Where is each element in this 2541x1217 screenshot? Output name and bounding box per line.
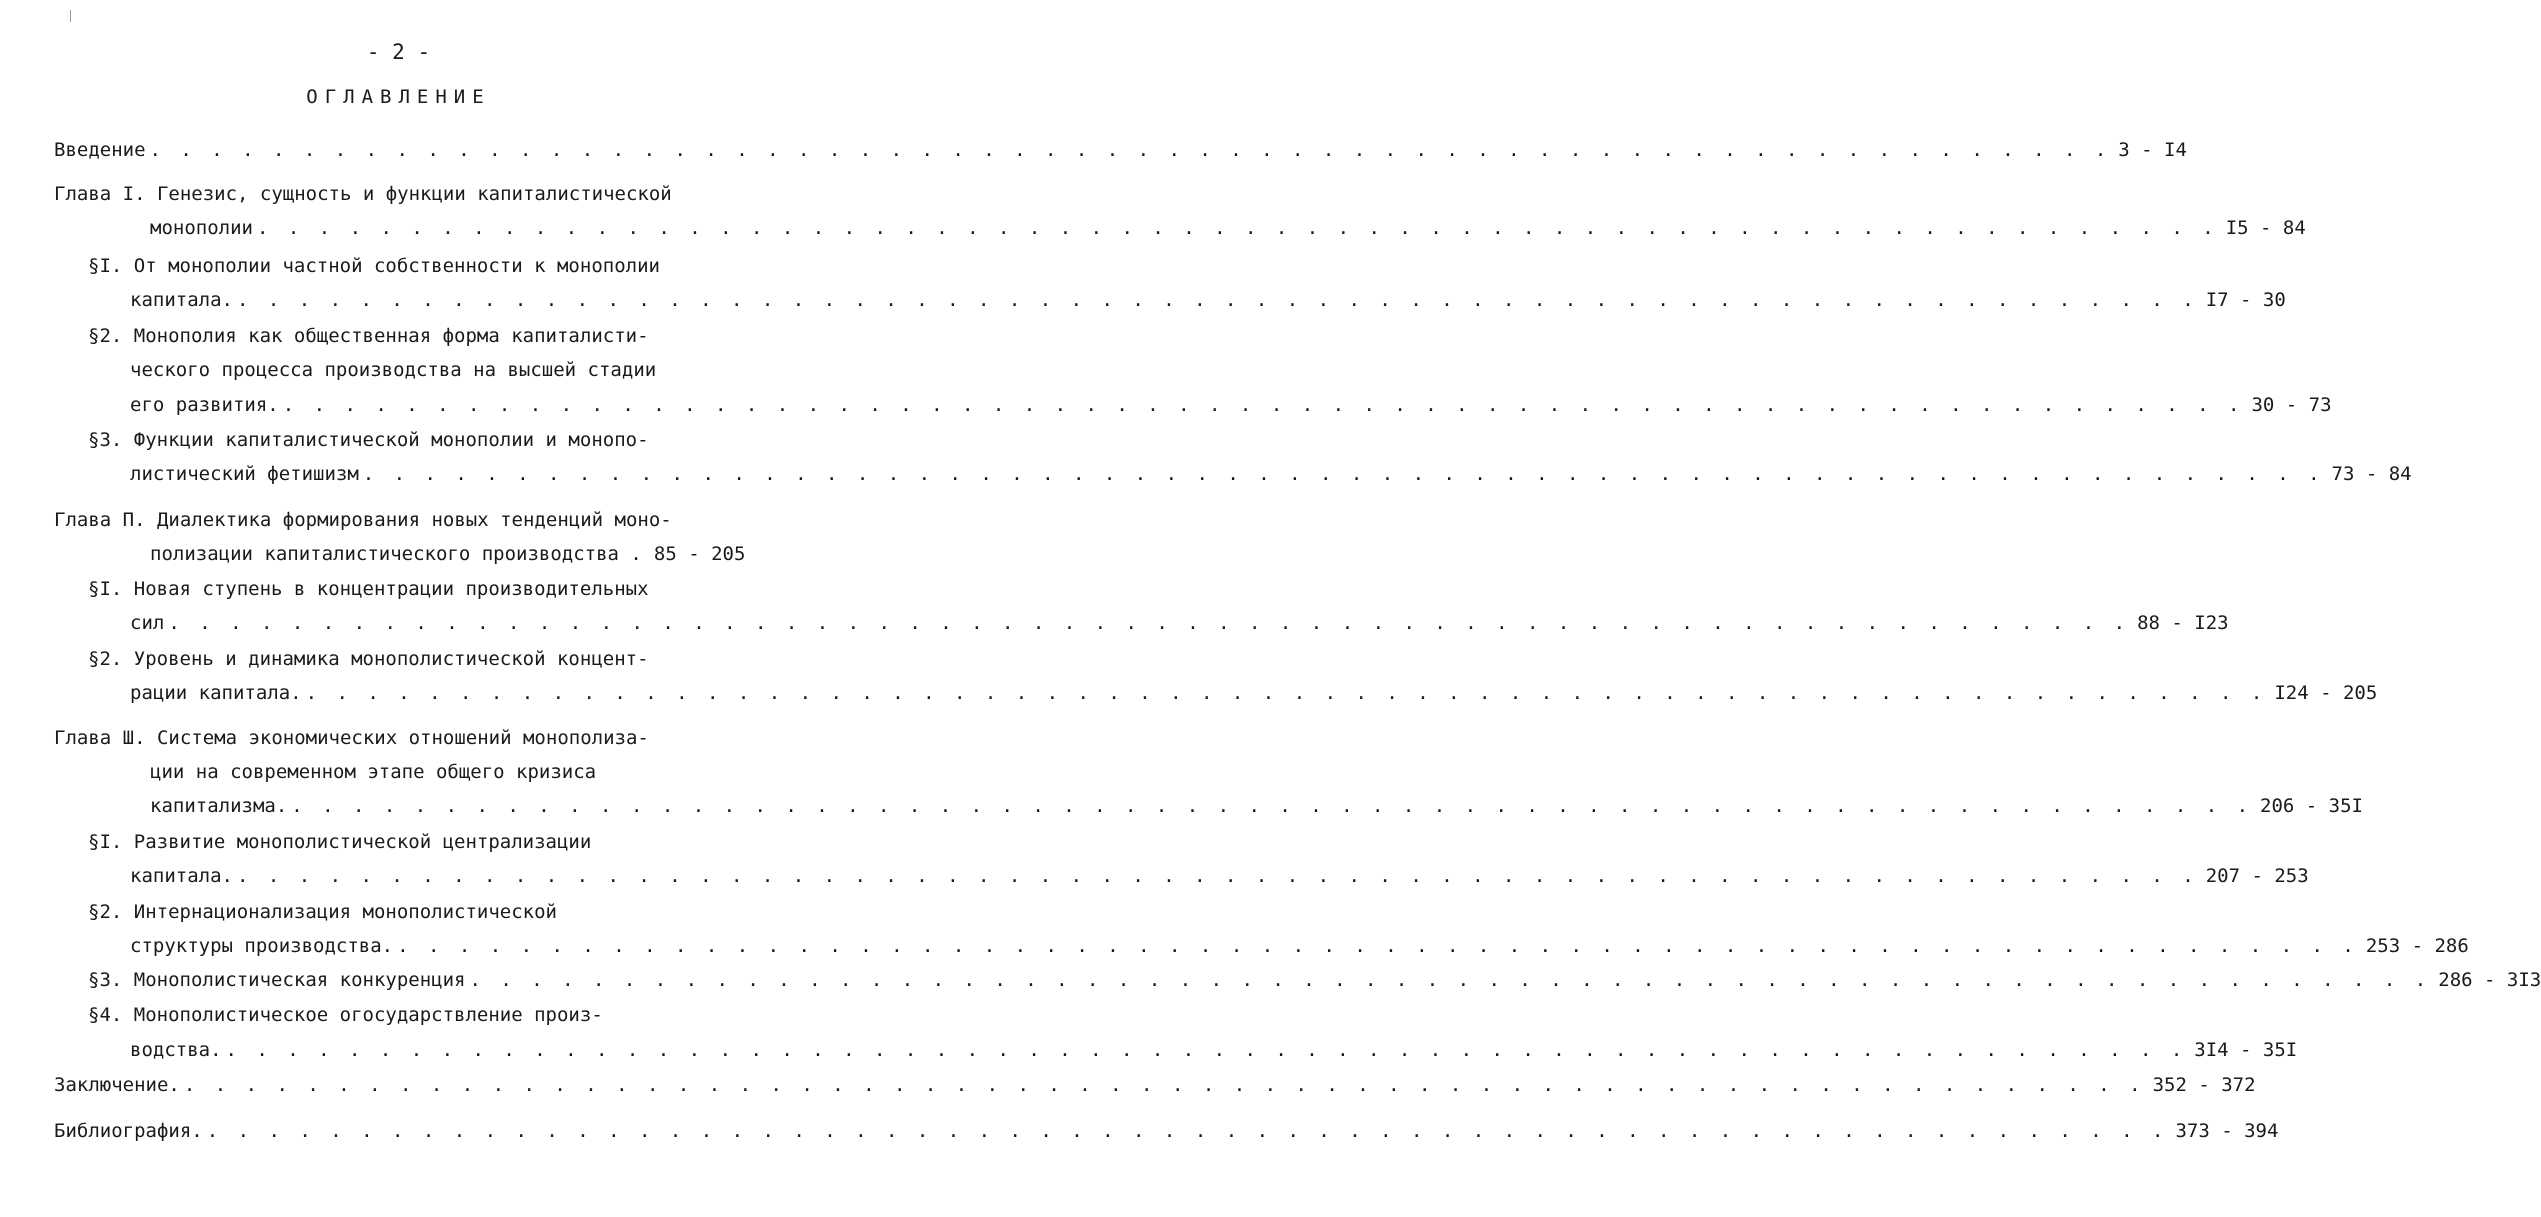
page-range: 253 - 286 xyxy=(2365,935,2469,957)
dot-leader: . . . . . . . . . . . . . . . . . . . . . . . . . . . . . . . . . . . . . . . . . . . . . . . . . . . . . . . . . . . . . . . . xyxy=(168,612,2130,634)
toc-entry-chapter-3 xyxy=(150,792,2363,820)
document-title: ОГЛАВЛЕНИЕ xyxy=(306,86,491,108)
dot-leader: . . . . . . . . . . . . . . . . . . . . . . . . . . . . . . . . . . . . . . . . . . . . . . . . . . . . . . . . . . . . . . . . xyxy=(149,139,2111,161)
page-range: 88 - I23 xyxy=(2137,612,2229,634)
section-3-1-title-line-1: §I. Развитие монополистической централизации xyxy=(88,831,592,853)
dot-leader: . . . . . . . . . . . . . . . . . . . . . . . . . . . . . . . . . . . . . . . . . . . . . . . . . . . . . . . . . . . . . . . . xyxy=(256,217,2218,239)
entry-title: капитала. xyxy=(130,289,233,311)
page-range: 373 - 394 xyxy=(2175,1120,2279,1142)
toc-entry-section-3-1 xyxy=(130,862,2309,890)
toc-entry-section-3-2 xyxy=(130,932,2469,960)
page-range: 3I4 - 35I xyxy=(2194,1039,2298,1061)
dot-leader: . . . . . . . . . . . . . . . . . . . . . . . . . . . . . . . . . . . . . . . . . . . . . . . . . . . . . . . . . . . . . . . . xyxy=(305,682,2267,704)
entry-title: структуры производства. xyxy=(130,935,394,957)
toc-entry-section-1-2 xyxy=(130,391,2332,419)
toc-entry-introduction xyxy=(54,136,2187,164)
dot-leader: . . . . . . . . . . . . . . . . . . . . . . . . . . . . . . . . . . . . . . . . . . . . . . . . . . . . . . . . . . . . . . . . xyxy=(206,1120,2168,1142)
entry-title: его развития. xyxy=(130,394,279,416)
entry-title: монополии xyxy=(150,217,253,239)
toc-entry-section-2-1 xyxy=(130,609,2229,637)
toc-entry-section-1-3 xyxy=(130,460,2412,488)
toc-entry-section-2-2 xyxy=(130,679,2378,707)
toc-entry-bibliography xyxy=(54,1117,2279,1145)
page-range: I24 - 205 xyxy=(2274,682,2378,704)
section-3-4-title-line-1: §4. Монополистическое огосударствление произ- xyxy=(88,1004,603,1026)
section-1-1-title-line-1: §I. От монополии частной собственности к монополии xyxy=(88,255,660,277)
section-2-2-title-line-1: §2. Уровень и динамика монополистической концент- xyxy=(88,648,649,670)
entry-title: водства. xyxy=(130,1039,222,1061)
entry-title: сил xyxy=(130,612,165,634)
entry-title: Введение xyxy=(54,139,146,161)
dot-leader: . . . . . . . . . . . . . . . . . . . . . . . . . . . . . . . . . . . . . . . . . . . . . . . . . . . . . . . . . . . . . . . . xyxy=(362,463,2324,485)
page-range: I5 - 84 xyxy=(2225,217,2306,239)
entry-title: листический фетишизм xyxy=(130,463,359,485)
entry-title: капитализма. xyxy=(150,795,288,817)
entry-title: Заключение. xyxy=(54,1074,180,1096)
toc-entry-section-1-1 xyxy=(130,286,2286,314)
section-1-2-title-line-1: §2. Монополия как общественная форма капиталисти- xyxy=(88,325,649,347)
page-range: 206 - 35I xyxy=(2260,795,2363,817)
chapter-2-title-line-1: Глава П. Диалектика формирования новых тенденций моно- xyxy=(54,509,672,531)
chapter-1-title-line-1: Глава I. Генезис, сущность и функции капиталистической xyxy=(54,183,672,205)
page-range: 352 - 372 xyxy=(2152,1074,2256,1096)
scan-speck xyxy=(70,10,71,22)
dot-leader: . . . . . . . . . . . . . . . . . . . . . . . . . . . . . . . . . . . . . . . . . . . . . . . . . . . . . . . . . . . . . . . . xyxy=(236,865,2198,887)
toc-entry-chapter-2 xyxy=(150,540,746,568)
dot-leader: . . . . . . . . . . . . . . . . . . . . . . . . . . . . . . . . . . . . . . . . . . . . . . . . . . . . . . . . . . . . . . . . xyxy=(236,289,2198,311)
chapter-3-title-line-2: ции на современном этапе общего кризиса xyxy=(150,761,597,783)
entry-title: §3. Монополистическая конкуренция xyxy=(88,969,466,991)
page-range: 30 - 73 xyxy=(2251,394,2332,416)
dot-leader: . . . . . . . . . . . . . . . . . . . . . . . . . . . . . . . . . . . . . . . . . . . . . . . . . . . . . . . . . . . . . . . . xyxy=(397,935,2358,957)
page-range: 207 - 253 xyxy=(2205,865,2309,887)
entry-title: рации капитала. xyxy=(130,682,302,704)
dot-leader: . . . . . . . . . . . . . . . . . . . . . . . . . . . . . . . . . . . . . . . . . . . . . . . . . . . . . . . . . . . . . . . . xyxy=(225,1039,2187,1061)
dot-leader: . . . . . . . . . . . . . . . . . . . . . . . . . . . . . . . . . . . . . . . . . . . . . . . . . . . . . . . . . . . . . . . . xyxy=(282,394,2244,416)
section-1-2-title-line-2: ческого процесса производства на высшей стадии xyxy=(130,359,657,381)
toc-entry-section-3-3 xyxy=(88,966,2541,994)
page-range: 73 - 84 xyxy=(2331,463,2412,485)
entry-title: Библиография. xyxy=(54,1120,203,1142)
chapter-3-title-line-1: Глава Ш. Система экономических отношений монополиза- xyxy=(54,727,649,749)
page-number: - 2 - xyxy=(366,40,431,64)
entry-title: капитала. xyxy=(130,865,233,887)
page-range: 85 - 205 xyxy=(653,543,746,565)
page-range: 3 - I4 xyxy=(2118,139,2187,161)
page-range: 286 - 3I3 xyxy=(2438,969,2541,991)
section-2-1-title-line-1: §I. Новая ступень в концентрации производительных xyxy=(88,578,649,600)
entry-title: полизации капиталистического производства . xyxy=(150,543,642,565)
dot-leader: . . . . . . . . . . . . . . . . . . . . . . . . . . . . . . . . . . . . . . . . . . . . . . . . . . . . . . . . . . . . . . . . xyxy=(469,969,2431,991)
toc-entry-chapter-1 xyxy=(150,214,2306,242)
section-3-2-title-line-1: §2. Интернационализация монополистической xyxy=(88,901,557,923)
dot-leader: . . . . . . . . . . . . . . . . . . . . . . . . . . . . . . . . . . . . . . . . . . . . . . . . . . . . . . . . . . . . . . . . xyxy=(291,795,2253,817)
page-range: I7 - 30 xyxy=(2205,289,2286,311)
dot-leader: . . . . . . . . . . . . . . . . . . . . . . . . . . . . . . . . . . . . . . . . . . . . . . . . . . . . . . . . . . . . . . . . xyxy=(183,1074,2145,1096)
section-1-3-title-line-1: §3. Функции капиталистической монополии и монопо- xyxy=(88,429,649,451)
toc-entry-section-3-4 xyxy=(130,1036,2298,1064)
toc-entry-conclusion xyxy=(54,1071,2256,1099)
